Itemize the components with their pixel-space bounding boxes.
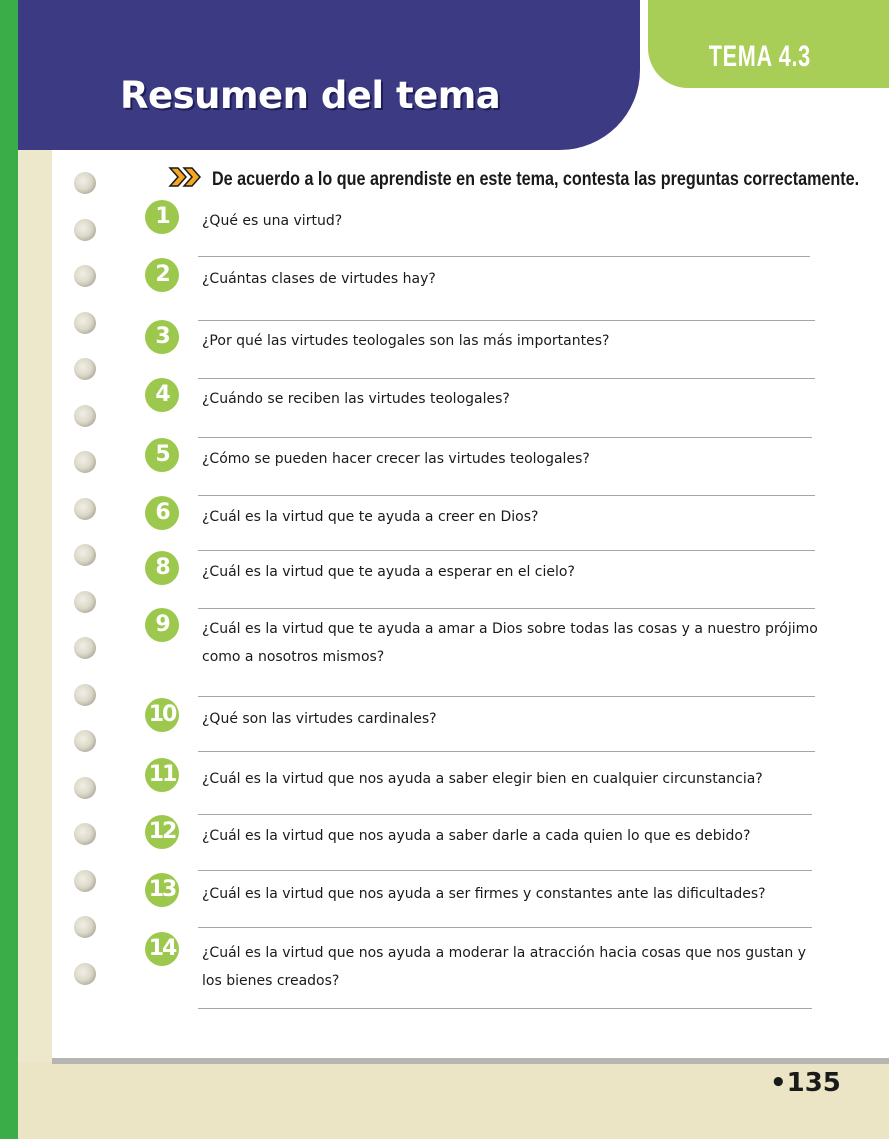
question-number-badge: 1 [145,200,179,234]
question-number-badge: 8 [145,551,179,585]
answer-line[interactable] [198,814,812,815]
binder-hole [74,498,96,520]
instruction-text: De acuerdo a lo que aprendiste en este tema, contesta las preguntas correctamente. [212,169,860,190]
binder-hole [74,963,96,985]
binder-hole [74,916,96,938]
binder-hole [74,265,96,287]
answer-line[interactable] [198,608,815,609]
binder-hole [74,312,96,334]
question-text: ¿Por qué las virtudes teologales son las más importantes? [202,333,610,349]
binder-hole [74,544,96,566]
binder-hole [74,451,96,473]
answer-line[interactable] [198,378,815,379]
question-text: ¿Cuántas clases de virtudes hay? [202,271,436,287]
binder-hole [74,870,96,892]
page-margin [18,150,52,1062]
question-number-badge: 10 [145,698,179,732]
page-title: Resumen del tema [120,74,501,117]
question-text: ¿Cómo se pueden hacer crecer las virtudes teologales? [202,451,590,467]
question-number-badge: 4 [145,378,179,412]
question-text: ¿Cuál es la virtud que te ayuda a amar a Dios sobre todas las cosas y a nuestro prójimo como a nosotros mismos? [202,621,818,665]
question-text: ¿Cuál es la virtud que te ayuda a creer en Dios? [202,509,539,525]
question-number-badge: 2 [145,258,179,292]
binder-hole [74,405,96,427]
question-number-badge: 12 [145,815,179,849]
answer-line[interactable] [198,437,812,438]
binder-hole [74,777,96,799]
tema-label: TEMA 4.3 [708,40,811,73]
question-text: ¿Qué son las virtudes cardinales? [202,711,437,727]
answer-line[interactable] [198,870,812,871]
binder-hole [74,591,96,613]
binder-hole [74,684,96,706]
question-number-badge: 11 [145,758,179,792]
binder-hole [74,219,96,241]
binder-hole [74,730,96,752]
question-number-badge: 5 [145,438,179,472]
side-strip [0,0,18,1139]
answer-line[interactable] [198,320,815,321]
binder-hole [74,637,96,659]
answer-line[interactable] [198,256,810,257]
answer-line[interactable] [198,1008,812,1009]
answer-line[interactable] [198,751,815,752]
double-arrow-icon [168,166,204,188]
answer-line[interactable] [198,495,815,496]
binder-hole [74,358,96,380]
question-text: ¿Cuál es la virtud que te ayuda a esperar en el cielo? [202,564,575,580]
question-number-badge: 13 [145,873,179,907]
tema-tab [648,0,889,88]
question-text: ¿Cuál es la virtud que nos ayuda a saber elegir bien en cualquier circunstancia? [202,771,763,787]
binder-hole [74,823,96,845]
question-text: ¿Cuál es la virtud que nos ayuda a moderar la atracción hacia cosas que nos gustan y los bienes creados? [202,945,807,989]
question-text: ¿Cuál es la virtud que nos ayuda a ser firmes y constantes ante las dificultades? [202,886,766,902]
answer-line[interactable] [198,696,815,697]
question-text: ¿Qué es una virtud? [202,213,343,229]
page-shadow [52,1058,889,1064]
page-number: •135 [770,1068,841,1098]
answer-line[interactable] [198,550,815,551]
question-text: ¿Cuál es la virtud que nos ayuda a saber darle a cada quien lo que es debido? [202,828,751,844]
question-text: ¿Cuándo se reciben las virtudes teologales? [202,391,510,407]
question-number-badge: 6 [145,496,179,530]
binder-hole [74,172,96,194]
instruction [168,166,860,196]
question-number-badge: 9 [145,608,179,642]
question-number-badge: 14 [145,932,179,966]
answer-line[interactable] [198,927,812,928]
question-number-badge: 3 [145,320,179,354]
